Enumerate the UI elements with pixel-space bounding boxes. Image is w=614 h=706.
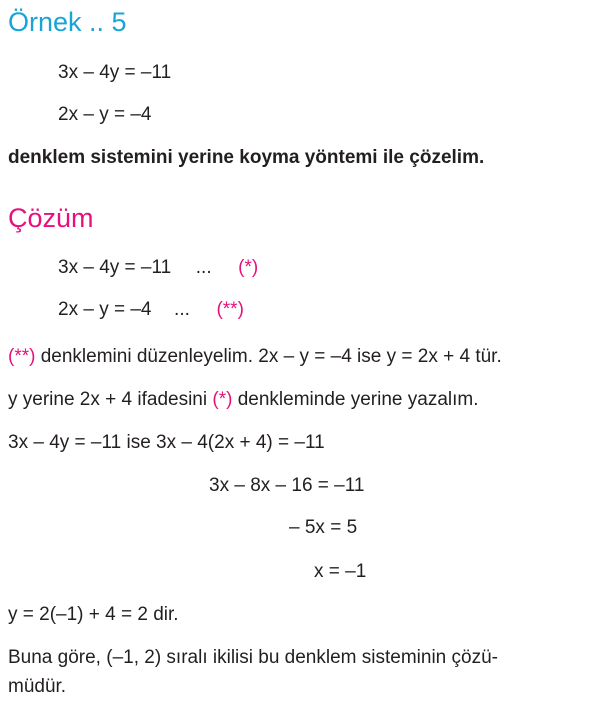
- solution-equation-2: [58, 298, 244, 322]
- solution-step-3: – 5x = 5: [289, 517, 358, 538]
- solution-equation-2-text: 2x – y = –4: [58, 299, 152, 320]
- solution-y-result: y = 2(–1) + 4 = 2 dir.: [8, 604, 179, 625]
- example-title: Örnek .. 5: [8, 7, 127, 37]
- solution-line-2-post: denkleminde yerine yazalım.: [232, 389, 479, 410]
- solution-equation-2-dots: ...: [174, 299, 190, 320]
- solution-step-4: x = –1: [314, 561, 367, 582]
- solution-equation-1: [58, 256, 258, 280]
- solution-line-1-text: denklemini düzenleyelim. 2x – y = –4 ise y = 2x + 4 tür.: [35, 346, 502, 367]
- solution-conclusion-line-1: Buna göre, (–1, 2) sıralı ikilisi bu denklem sisteminin çözü-: [8, 647, 498, 668]
- solution-conclusion-line-2: müdür.: [8, 676, 67, 697]
- solution-equation-1-text: 3x – 4y = –11: [58, 257, 172, 278]
- solution-equation-2-marker: (**): [216, 299, 244, 320]
- solution-title: Çözüm: [8, 203, 94, 233]
- example-instruction: denklem sistemini yerine koyma yöntemi ile çözelim.: [8, 147, 485, 168]
- solution-step-2: 3x – 8x – 16 = –11: [209, 475, 365, 496]
- solution-equation-1-marker: (*): [238, 257, 259, 278]
- example-equation-2: 2x – y = –4: [58, 104, 152, 125]
- solution-step-1: 3x – 4y = –11 ise 3x – 4(2x + 4) = –11: [8, 432, 325, 453]
- solution-line-1: [8, 345, 502, 369]
- solution-line-2-pre: y yerine 2x + 4 ifadesini: [8, 389, 213, 410]
- solution-line-1-marker: (**): [8, 346, 36, 367]
- solution-line-2: [8, 388, 479, 412]
- solution-equation-1-dots: ...: [195, 257, 212, 278]
- example-equation-1: 3x – 4y = –11: [58, 62, 172, 83]
- solution-line-2-marker: (*): [212, 389, 233, 410]
